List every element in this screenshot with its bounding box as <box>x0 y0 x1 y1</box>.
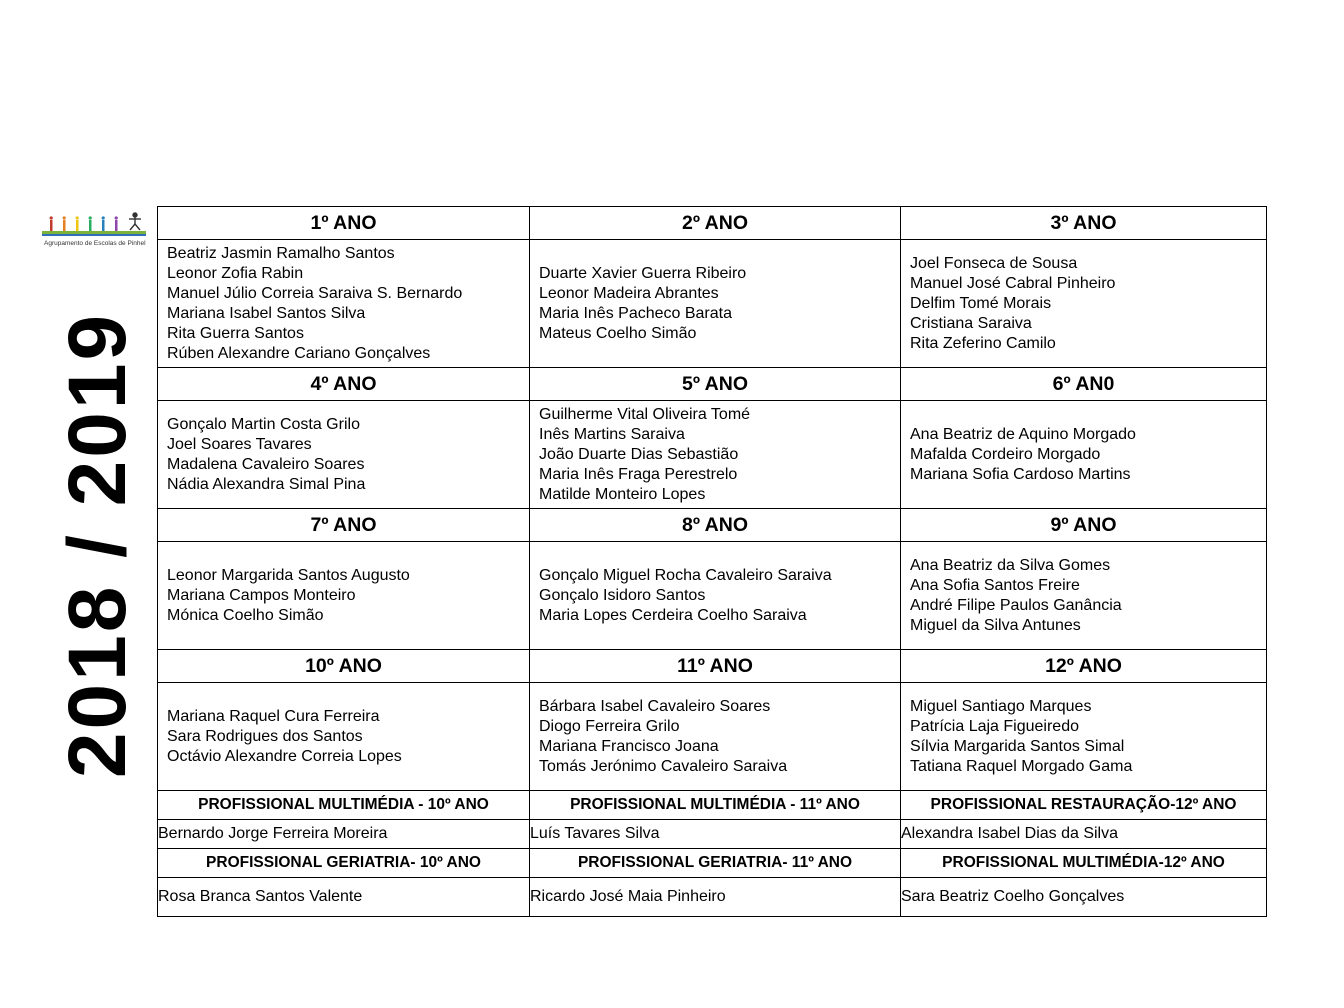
school-year-title: 2018 / 2019 <box>52 311 143 779</box>
grade-names-row <box>158 401 1267 509</box>
student-list <box>530 405 900 505</box>
grade-title: 6º AN0 <box>901 368 1267 401</box>
student-list <box>158 707 529 767</box>
grade-names-cell <box>158 542 530 650</box>
student-name: Rita Zeferino Camilo <box>910 334 1056 352</box>
grade-names-cell <box>901 240 1267 368</box>
grade-header-row <box>158 509 1267 542</box>
student-name: Luís Tavares Silva <box>530 820 901 849</box>
student-name: Mateus Coelho Simão <box>539 324 697 342</box>
student-name: Gonçalo Martin Costa Grilo <box>167 415 360 433</box>
student-name: Tatiana Raquel Morgado Gama <box>910 757 1133 775</box>
grade-names-row <box>158 240 1267 368</box>
student-name: Gonçalo Isidoro Santos <box>539 586 706 604</box>
grade-title: 4º ANO <box>158 368 530 401</box>
student-name: Beatriz Jasmin Ramalho Santos <box>167 244 395 262</box>
grade-names-cell <box>530 401 901 509</box>
student-name: André Filipe Paulos Ganância <box>910 596 1122 614</box>
student-name: Maria Inês Fraga Perestrelo <box>539 465 738 483</box>
student-list <box>901 254 1266 354</box>
grade-names-row <box>158 683 1267 791</box>
grade-title: 12º ANO <box>901 650 1267 683</box>
grade-names-cell <box>530 542 901 650</box>
student-name: Mónica Coelho Simão <box>167 606 324 624</box>
student-list <box>901 697 1266 777</box>
student-name: Sílvia Margarida Santos Simal <box>910 737 1125 755</box>
student-name: Ana Beatriz da Silva Gomes <box>910 556 1111 574</box>
professional-course-title: PROFISSIONAL GERIATRIA- 10º ANO <box>158 849 530 878</box>
professional-header-row <box>158 849 1267 878</box>
student-name: Rúben Alexandre Cariano Gonçalves <box>167 344 431 362</box>
school-logo <box>42 211 152 251</box>
student-name: Manuel Júlio Correia Saraiva S. Bernardo <box>167 284 463 302</box>
student-name: Sara Beatriz Coelho Gonçalves <box>901 878 1267 917</box>
student-name: Miguel da Silva Antunes <box>910 616 1081 634</box>
student-list <box>158 244 529 364</box>
student-name: Rita Guerra Santos <box>167 324 304 342</box>
professional-course-title: PROFISSIONAL MULTIMÉDIA - 11º ANO <box>530 791 901 820</box>
student-list <box>901 425 1266 485</box>
student-name: Mariana Isabel Santos Silva <box>167 304 366 322</box>
grade-title: 8º ANO <box>530 509 901 542</box>
grade-names-cell <box>158 401 530 509</box>
professional-course-title: PROFISSIONAL GERIATRIA- 11º ANO <box>530 849 901 878</box>
student-name: Ricardo José Maia Pinheiro <box>530 878 901 917</box>
student-name: Delfim Tomé Morais <box>910 294 1052 312</box>
student-list <box>158 415 529 495</box>
student-name: Maria Inês Pacheco Barata <box>539 304 732 322</box>
logo-caption: Agrupamento de Escolas de Pinhel <box>44 240 146 247</box>
student-name: Madalena Cavaleiro Soares <box>167 455 365 473</box>
student-name: Joel Fonseca de Sousa <box>910 254 1078 272</box>
student-name: Sara Rodrigues dos Santos <box>167 727 363 745</box>
student-name: Guilherme Vital Oliveira Tomé <box>539 405 751 423</box>
professional-names-row <box>158 878 1267 917</box>
grade-names-cell <box>901 542 1267 650</box>
student-name: Bárbara Isabel Cavaleiro Soares <box>539 697 771 715</box>
student-name: Cristiana Saraiva <box>910 314 1032 332</box>
professional-header-row <box>158 791 1267 820</box>
student-name: Rosa Branca Santos Valente <box>158 878 530 917</box>
student-list <box>530 264 900 344</box>
student-name: Octávio Alexandre Correia Lopes <box>167 747 402 765</box>
student-name: Joel Soares Tavares <box>167 435 312 453</box>
student-name: Mariana Raquel Cura Ferreira <box>167 707 380 725</box>
student-name: Tomás Jerónimo Cavaleiro Saraiva <box>539 757 788 775</box>
student-name: Nádia Alexandra Simal Pina <box>167 475 366 493</box>
professional-course-title: PROFISSIONAL MULTIMÉDIA - 10º ANO <box>158 791 530 820</box>
grade-title: 7º ANO <box>158 509 530 542</box>
student-name: Diogo Ferreira Grilo <box>539 717 680 735</box>
student-name: Manuel José Cabral Pinheiro <box>910 274 1116 292</box>
professional-course-title: PROFISSIONAL RESTAURAÇÃO-12º ANO <box>901 791 1267 820</box>
student-name: Gonçalo Miguel Rocha Cavaleiro Saraiva <box>539 566 832 584</box>
student-name: Ana Sofia Santos Freire <box>910 576 1080 594</box>
student-grades-table <box>157 206 1267 917</box>
student-name: João Duarte Dias Sebastião <box>539 445 739 463</box>
student-name: Inês Martins Saraiva <box>539 425 685 443</box>
student-list <box>158 566 529 626</box>
grade-names-cell <box>158 240 530 368</box>
student-list <box>530 566 900 626</box>
student-name: Patrícia Laja Figueiredo <box>910 717 1079 735</box>
grade-title: 2º ANO <box>530 207 901 240</box>
student-name: Mariana Sofia Cardoso Martins <box>910 465 1131 483</box>
grade-header-row <box>158 368 1267 401</box>
student-name: Mariana Francisco Joana <box>539 737 719 755</box>
student-name: Bernardo Jorge Ferreira Moreira <box>158 820 530 849</box>
grade-header-row <box>158 650 1267 683</box>
student-name: Alexandra Isabel Dias da Silva <box>901 820 1267 849</box>
grade-names-cell <box>158 683 530 791</box>
grade-title: 1º ANO <box>158 207 530 240</box>
student-name: Leonor Margarida Santos Augusto <box>167 566 410 584</box>
student-name: Mafalda Cordeiro Morgado <box>910 445 1101 463</box>
student-name: Miguel Santiago Marques <box>910 697 1092 715</box>
student-list <box>901 556 1266 636</box>
student-name: Leonor Zofia Rabin <box>167 264 304 282</box>
grade-names-cell <box>901 401 1267 509</box>
logo-figures-icon <box>42 211 152 239</box>
grade-title: 9º ANO <box>901 509 1267 542</box>
grade-names-row <box>158 542 1267 650</box>
grade-title: 3º ANO <box>901 207 1267 240</box>
student-name: Duarte Xavier Guerra Ribeiro <box>539 264 747 282</box>
professional-course-title: PROFISSIONAL MULTIMÉDIA-12º ANO <box>901 849 1267 878</box>
grade-title: 11º ANO <box>530 650 901 683</box>
student-name: Mariana Campos Monteiro <box>167 586 356 604</box>
student-name: Maria Lopes Cerdeira Coelho Saraiva <box>539 606 807 624</box>
professional-names-row <box>158 820 1267 849</box>
student-name: Ana Beatriz de Aquino Morgado <box>910 425 1136 443</box>
grade-title: 5º ANO <box>530 368 901 401</box>
grade-header-row <box>158 207 1267 240</box>
student-name: Matilde Monteiro Lopes <box>539 485 706 503</box>
student-name: Leonor Madeira Abrantes <box>539 284 719 302</box>
grade-names-cell <box>530 240 901 368</box>
student-list <box>530 697 900 777</box>
grade-names-cell <box>901 683 1267 791</box>
grade-names-cell <box>530 683 901 791</box>
grade-title: 10º ANO <box>158 650 530 683</box>
